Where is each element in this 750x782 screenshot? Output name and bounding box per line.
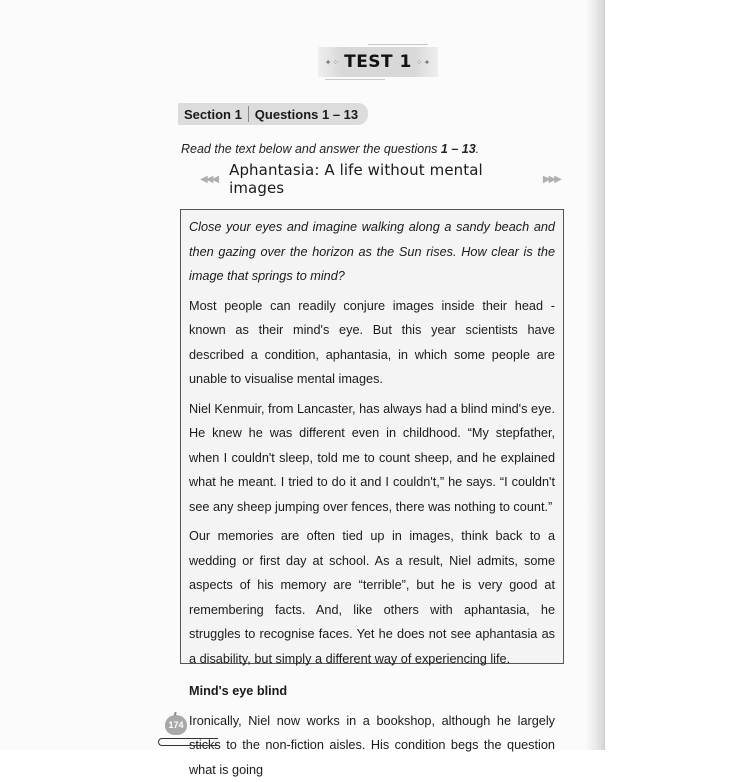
instruction-text: [181, 142, 479, 156]
sparkle-decoration-icon: ⁘✦: [416, 58, 431, 67]
passage-intro: Close your eyes and imagine walking along a sandy beach and then gazing over the horizon as the Sun rises. How clear is the image that springs to mind?: [189, 215, 555, 289]
spine-shadow: [585, 0, 605, 750]
section-label: Section 1: [184, 107, 242, 122]
test-banner: [318, 47, 438, 77]
banner-line-bottom: [325, 79, 385, 80]
article-title-row: [200, 168, 560, 190]
questions-label: Questions 1 – 13: [255, 107, 358, 122]
instruction-suffix: .: [476, 142, 479, 156]
book-line-decoration: [158, 738, 218, 746]
passage-subheading: Mind's eye blind: [189, 679, 555, 704]
reading-passage: [180, 209, 564, 664]
test-title: TEST 1: [344, 52, 412, 72]
passage-paragraph: Our memories are often tied up in images, think back to a wedding or first day at school. As a result, Niel admits, some aspects of his memory are “terrible”, but he is very good at remembering facts. And, like others with aphantasia, he struggles to recognise faces. Yet he does not see aphantasia as a disability, but simply a different way of experiencing life.: [189, 524, 555, 671]
section-divider: [248, 106, 249, 122]
right-arrows-icon: ▶▶▶: [543, 174, 560, 185]
page-number: 174: [168, 720, 183, 730]
passage-paragraph: Niel Kenmuir, from Lancaster, has always had a blind mind's eye. He knew he was different even in childhood. “My stepfather, when I couldn't sleep, told me to count sheep, and he explained what he meant. I tried to do it and I couldn't,” he says. “I couldn't see any sheep jumping over fences, there was nothing to count.”: [189, 397, 555, 520]
section-header: [178, 103, 368, 125]
sparkle-decoration-icon: ✦⁘: [325, 58, 340, 67]
passage-paragraph: Most people can readily conjure images inside their head - known as their mind's eye. But this year scientists have described a condition, aphantasia, in which some people are unable to visualise mental images.: [189, 294, 555, 392]
left-arrows-icon: ◀◀◀: [200, 174, 217, 185]
article-title: Aphantasia: A life without mental images: [229, 161, 531, 197]
page-number-badge: [158, 712, 218, 750]
apple-icon: [165, 715, 187, 735]
instruction-range: 1 – 13: [441, 142, 476, 156]
instruction-prefix: Read the text below and answer the questions: [181, 142, 441, 156]
passage-paragraph: Ironically, Niel now works in a bookshop, although he largely sticks to the non-fiction aisles. His condition begs the question what is going: [189, 709, 555, 782]
banner-line-top: [368, 44, 428, 45]
